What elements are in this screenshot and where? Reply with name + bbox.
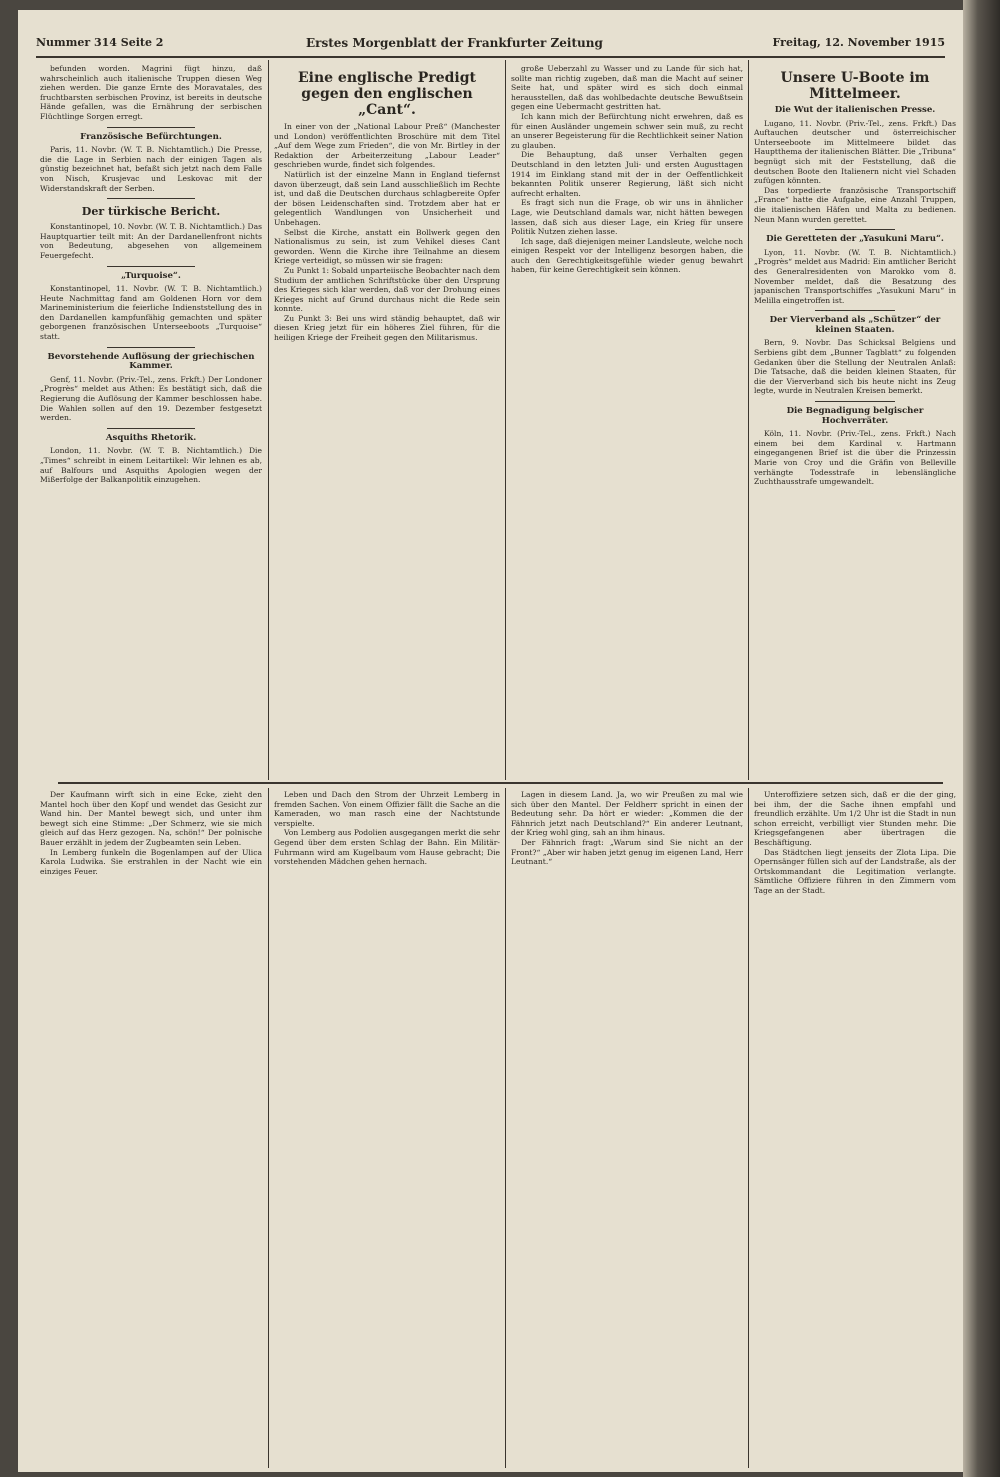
- column-rule: [748, 60, 749, 780]
- article-intro: befunden worden. Magrini fügt hinzu, daß wahrscheinlich auch italienische Truppen diesen Weg ziehen werden. Die ganze Ernte des Moravatales, des fruchtbarsten serbischen Provinz, ist bereits in deutsche Hände gefallen, was die Ernährung der serbischen Flüchtlinge Sorgen erregt.: [40, 64, 262, 121]
- article-text: Konstantinopel, 11. Novbr. (W. T. B. Nichtamtlich.) Heute Nachmittag fand am Goldenen Horn vor dem Marineministerium die feierliche Indienststellung des in den Dardanellen kampfunfähig gemachten und später geborgenen französischen Unterseeboots „Turquoise“ statt.: [40, 284, 262, 342]
- headline: „Turquoise“.: [121, 270, 181, 281]
- article-text: Konstantinopel, 10. Novbr. (W. T. B. Nichtamtlich.) Das Hauptquartier teilt mit: An der Dardanellenfront nichts von Bedeutung, abgesehen von allgemeinem Feuergefecht.: [40, 222, 262, 260]
- column-rule: [505, 788, 506, 1468]
- article-text: Genf, 11. Novbr. (Priv.-Tel., zens. Frkft.) Der Londoner „Progrès“ meldet aus Athen: Es bestätigt sich, daß die Regierung die Auflösung der Kammer beschlossen habe. Die Wahlen sollen auf den 19. Dezember festgesetzt werden.: [40, 374, 262, 423]
- headline: Französische Befürchtungen.: [80, 131, 222, 142]
- masthead-rule: [36, 56, 945, 58]
- article-text: London, 11. Novbr. (W. T. B. Nichtamtlich.) Die „Times“ schreibt in einem Leitartikel: Wir lehnen es ab, auf Balfours und Asquiths Apologien wegen der Mißerfolge der Balkanpolitik einzugehen.: [40, 446, 262, 485]
- feuilleton-column-2: [274, 790, 500, 1466]
- page-number: Nummer 314 Seite 2: [36, 36, 164, 49]
- article-text: Natürlich ist der einzelne Mann in England tiefernst davon überzeugt, daß sein Land ausschließlich im Rechte ist, und daß die Deutschen durchaus schlagbereite Opfer der bösen Leidenschaften sind. Trotzdem aber hat er gelegentlich Wandlungen von Unsicherheit und Unbehagen.: [274, 169, 500, 227]
- feuilleton-column-1: [40, 790, 262, 1466]
- headline: Die Begnadigung belgischer Hochverräter.: [786, 406, 924, 426]
- headline: Unsere U-Boote im Mittelmeer.: [780, 70, 930, 102]
- newspaper-title: Erstes Morgenblatt der Frankfurter Zeitung: [306, 36, 603, 50]
- feuilleton-text: Lagen in diesem Land. Ja, wo wir Preußen zu mal wie sich über den Mantel. Der Feldherr spricht in einen der Bedeutung sehr. Da hört er wieder: „Kommen die der Fähnrich jetzt nach Deutschland?“ Ein anderer Leutnant, der Krieg wohl ging, sah an ihm hinaus.: [511, 790, 743, 838]
- article-text: Paris, 11. Novbr. (W. T. B. Nichtamtlich.) Die Presse, die die Lage in Serbien nach der einigen Tagen als günstig bezeichnet hat, befaßt sich jetzt nach dem Falle von Nisch, Krusjevac und Leskovac mit der Widerstandskraft der Serben.: [40, 145, 262, 193]
- column-rule: [505, 60, 506, 780]
- feuilleton-column-3: [511, 790, 743, 1466]
- column-rule: [268, 788, 269, 1468]
- article-text: Selbst die Kirche, anstatt ein Bollwerk gegen den Nationalismus zu sein, ist zum Vehikel dieses Cant geworden. Wenn die Kirche ihre Teilnahme an diesem Kriege verteidigt, so müssen wir sie fragen:: [274, 227, 500, 266]
- feuilleton-text: In Lemberg funkeln die Bogenlampen auf der Ulica Karola Ludwika. Sie erstrahlen in der Nacht wie ein einziges Feuer.: [40, 847, 262, 876]
- column-rule: [268, 60, 269, 780]
- article-text: Lugano, 11. Novbr. (Priv.-Tel., zens. Frkft.) Das Auftauchen deutscher und österreichischer Unterseeboote im Mittelmeere bildet das Hauptthema der italienischen Blätter. Die „Tribuna“ begnügt sich mit der Feststellung, daß die deutschen Boote den Italienern nicht viel Schaden zufügen könnten.: [754, 118, 956, 186]
- issue-date: Freitag, 12. November 1915: [772, 36, 945, 49]
- headline: Der Vierverband als „Schützer“ der kleinen Staaten.: [769, 315, 941, 335]
- headline: Eine englische Predigt gegen den englischen „Cant“.: [297, 70, 476, 118]
- feuilleton-column-4: [754, 790, 956, 1466]
- article-text: Das torpedierte französische Transportschiff „France“ hatte die Aufgabe, eine Anzahl Truppen, die italienischen Häfen und Malta zu bedienen. Neun Mann wurden gerettet.: [754, 185, 956, 224]
- headline: Die Geretteten der „Yasukuni Maru“.: [766, 234, 944, 245]
- column-1: [40, 64, 262, 778]
- subheadline: Die Wut der italienischen Presse.: [774, 105, 936, 115]
- column-2: [274, 64, 500, 778]
- headline: Bevorstehende Auflösung der griechischen Kammer.: [47, 351, 255, 372]
- headline: Asquiths Rhetorik.: [105, 432, 197, 443]
- feuilleton-text: Der Fähnrich fragt: „Warum sind Sie nicht an der Front?“ „Aber wir haben jetzt genug im eigenen Land, Herr Leutnant.“: [511, 837, 743, 867]
- feuilleton-text: Der Kaufmann wirft sich in eine Ecke, zieht den Mantel hoch über den Kopf und wendet das Gesicht zur Wand hin. Der Mantel bewegt sich, und unter ihm bewegt sich eine Stimme: „Der Schmerz, wie sie mich gleich auf das Herz gezogen. Na, schön!“ Der polnische Bauer erzählt in jedem der Zugbeamten sein Leben.: [40, 790, 262, 847]
- column-rule: [748, 788, 749, 1468]
- article-text: Köln, 11. Novbr. (Priv.-Tel., zens. Frkft.) Nach einem bei dem Kardinal v. Hartmann eingegangenen Brief ist die über die Prinzessin Marie von Croy und die Gräfin von Belleville verhängte Todesstrafe in lebenslängliche Zuchthausstrafe umgewandelt.: [754, 429, 956, 487]
- book-spine: [963, 0, 1000, 1477]
- article-text: Die Behauptung, daß unser Verhalten gegen Deutschland in den letzten Juli- und ersten Augusttagen 1914 im Einklang stand mit der in der Oeffentlichkeit bekannten Politik unserer Regierung, läßt sich nicht aufrecht erhalten.: [511, 150, 743, 198]
- article-text: Zu Punkt 3: Bei uns wird ständig behauptet, daß wir diesen Krieg jetzt für ein höheres Ziel führen, für die heiligen Kriege der Freiheit gegen den Militarismus.: [274, 313, 500, 343]
- feuilleton-text: Unteroffiziere setzen sich, daß er die der ging, bei ihm, der die Sache ihnen empfahl und freundlich erzählte. Um 1/2 Uhr ist die Stadt in nun schon erreicht, verbilligt vier Stunden mehr. Die Kriegsgefangenen aber übertragen die Beschäftigung.: [754, 790, 956, 847]
- article-text: Ich sage, daß diejenigen meiner Landsleute, welche noch einigen Respekt vor der Intelligenz besorgen haben, die auch den Gerechtigkeitsgefühle wieder genug bewahrt haben, für keine Gerechtigkeit sein können.: [511, 236, 743, 275]
- newspaper-page: [18, 10, 963, 1472]
- feuilleton-text: Leben und Dach den Strom der Uhrzeit Lemberg in fremden Sachen. Von einem Offizier fällt die Sache an die Kameraden, wo man rasch eine der Nachtstunde verspielte.: [274, 790, 500, 828]
- article-text: Bern, 9. Novbr. Das Schicksal Belgiens und Serbiens gibt dem „Bunner Tagblatt“ zu folgenden Gedanken über die Stellung der Neutralen Anlaß: Die Tatsache, daß die beiden kleinen Staaten, für die der Vierverband sich bis heute nicht ins Zeug legte, wurde in Neutralen Kreisen bemerkt.: [754, 338, 956, 396]
- article-text: Lyon, 11. Novbr. (W. T. B. Nichtamtlich.) „Progrès“ meldet aus Madrid: Ein amtlicher Bericht des Generalresidenten von Marokko vom 8. November meldet, daß die Besatzung des japanischen Transportschiffes „Yasukuni Maru“ in Melilla eingetroffen ist.: [754, 247, 956, 305]
- article-text: Ich kann mich der Befürchtung nicht erwehren, daß es für einen Ausländer ungemein schwer sein muß, zu recht an unserer Begeisterung für die Rechtlichkeit seiner Nation zu glauben.: [511, 111, 743, 150]
- article-text: große Ueberzahl zu Wasser und zu Lande für sich hat, sollte man richtig zugeben, daß man die Macht auf seiner Seite hat, und später wird es sich doch einmal herausstellen, daß das wohlbedachte deutsche Bewußtsein gegen eine Uebermacht gestritten hat.: [511, 64, 743, 112]
- column-3: [511, 64, 743, 778]
- masthead: [36, 32, 945, 54]
- article-text: In einer von der „National Labour Preß“ (Manchester und London) veröffentlichten Broschüre mit dem Titel „Auf dem Wege zum Frieden“, die von Mr. Birtley in der Redaktion der Arbeiterzeitung „Labour Leader“ geschrieben wurde, findet sich folgendes.: [274, 122, 500, 170]
- feuilleton-text: Von Lemberg aus Podolien ausgegangen merkt die sehr Gegend über dem ersten Schlag der Bahn. Ein Militär-Fuhrmann wird am Kugelbaum vom Hause gebracht; Die vorstehenden Mädchen gehen hernach.: [274, 828, 500, 867]
- column-4: [754, 64, 956, 778]
- headline: Der türkische Bericht.: [81, 205, 221, 219]
- article-text: Es fragt sich nun die Frage, ob wir uns in ähnlicher Lage, wie Deutschland damals war, nicht hätten bewegen lassen, daß sich aus dieser Lage, ein Krieg für unsere Politik Nutzen ziehen lasse.: [511, 198, 743, 237]
- feuilleton-rule: [58, 782, 943, 784]
- article-text: Zu Punkt 1: Sobald unparteiische Beobachter nach dem Studium der amtlichen Schriftstücke über den Ursprung des Krieges sich klar werden, daß vor der Drohung eines Krieges nicht auf Grund durchaus nicht die Rede sein konnte.: [274, 265, 500, 314]
- feuilleton-text: Das Städtchen liegt jenseits der Zlota Lipa. Die Opernsänger füllen sich auf der Landstraße, als der Ortskommandant die Legitimation verlangte. Sämtliche Offiziere führen in den Zimmern vom Tage an der Stadt.: [754, 847, 956, 895]
